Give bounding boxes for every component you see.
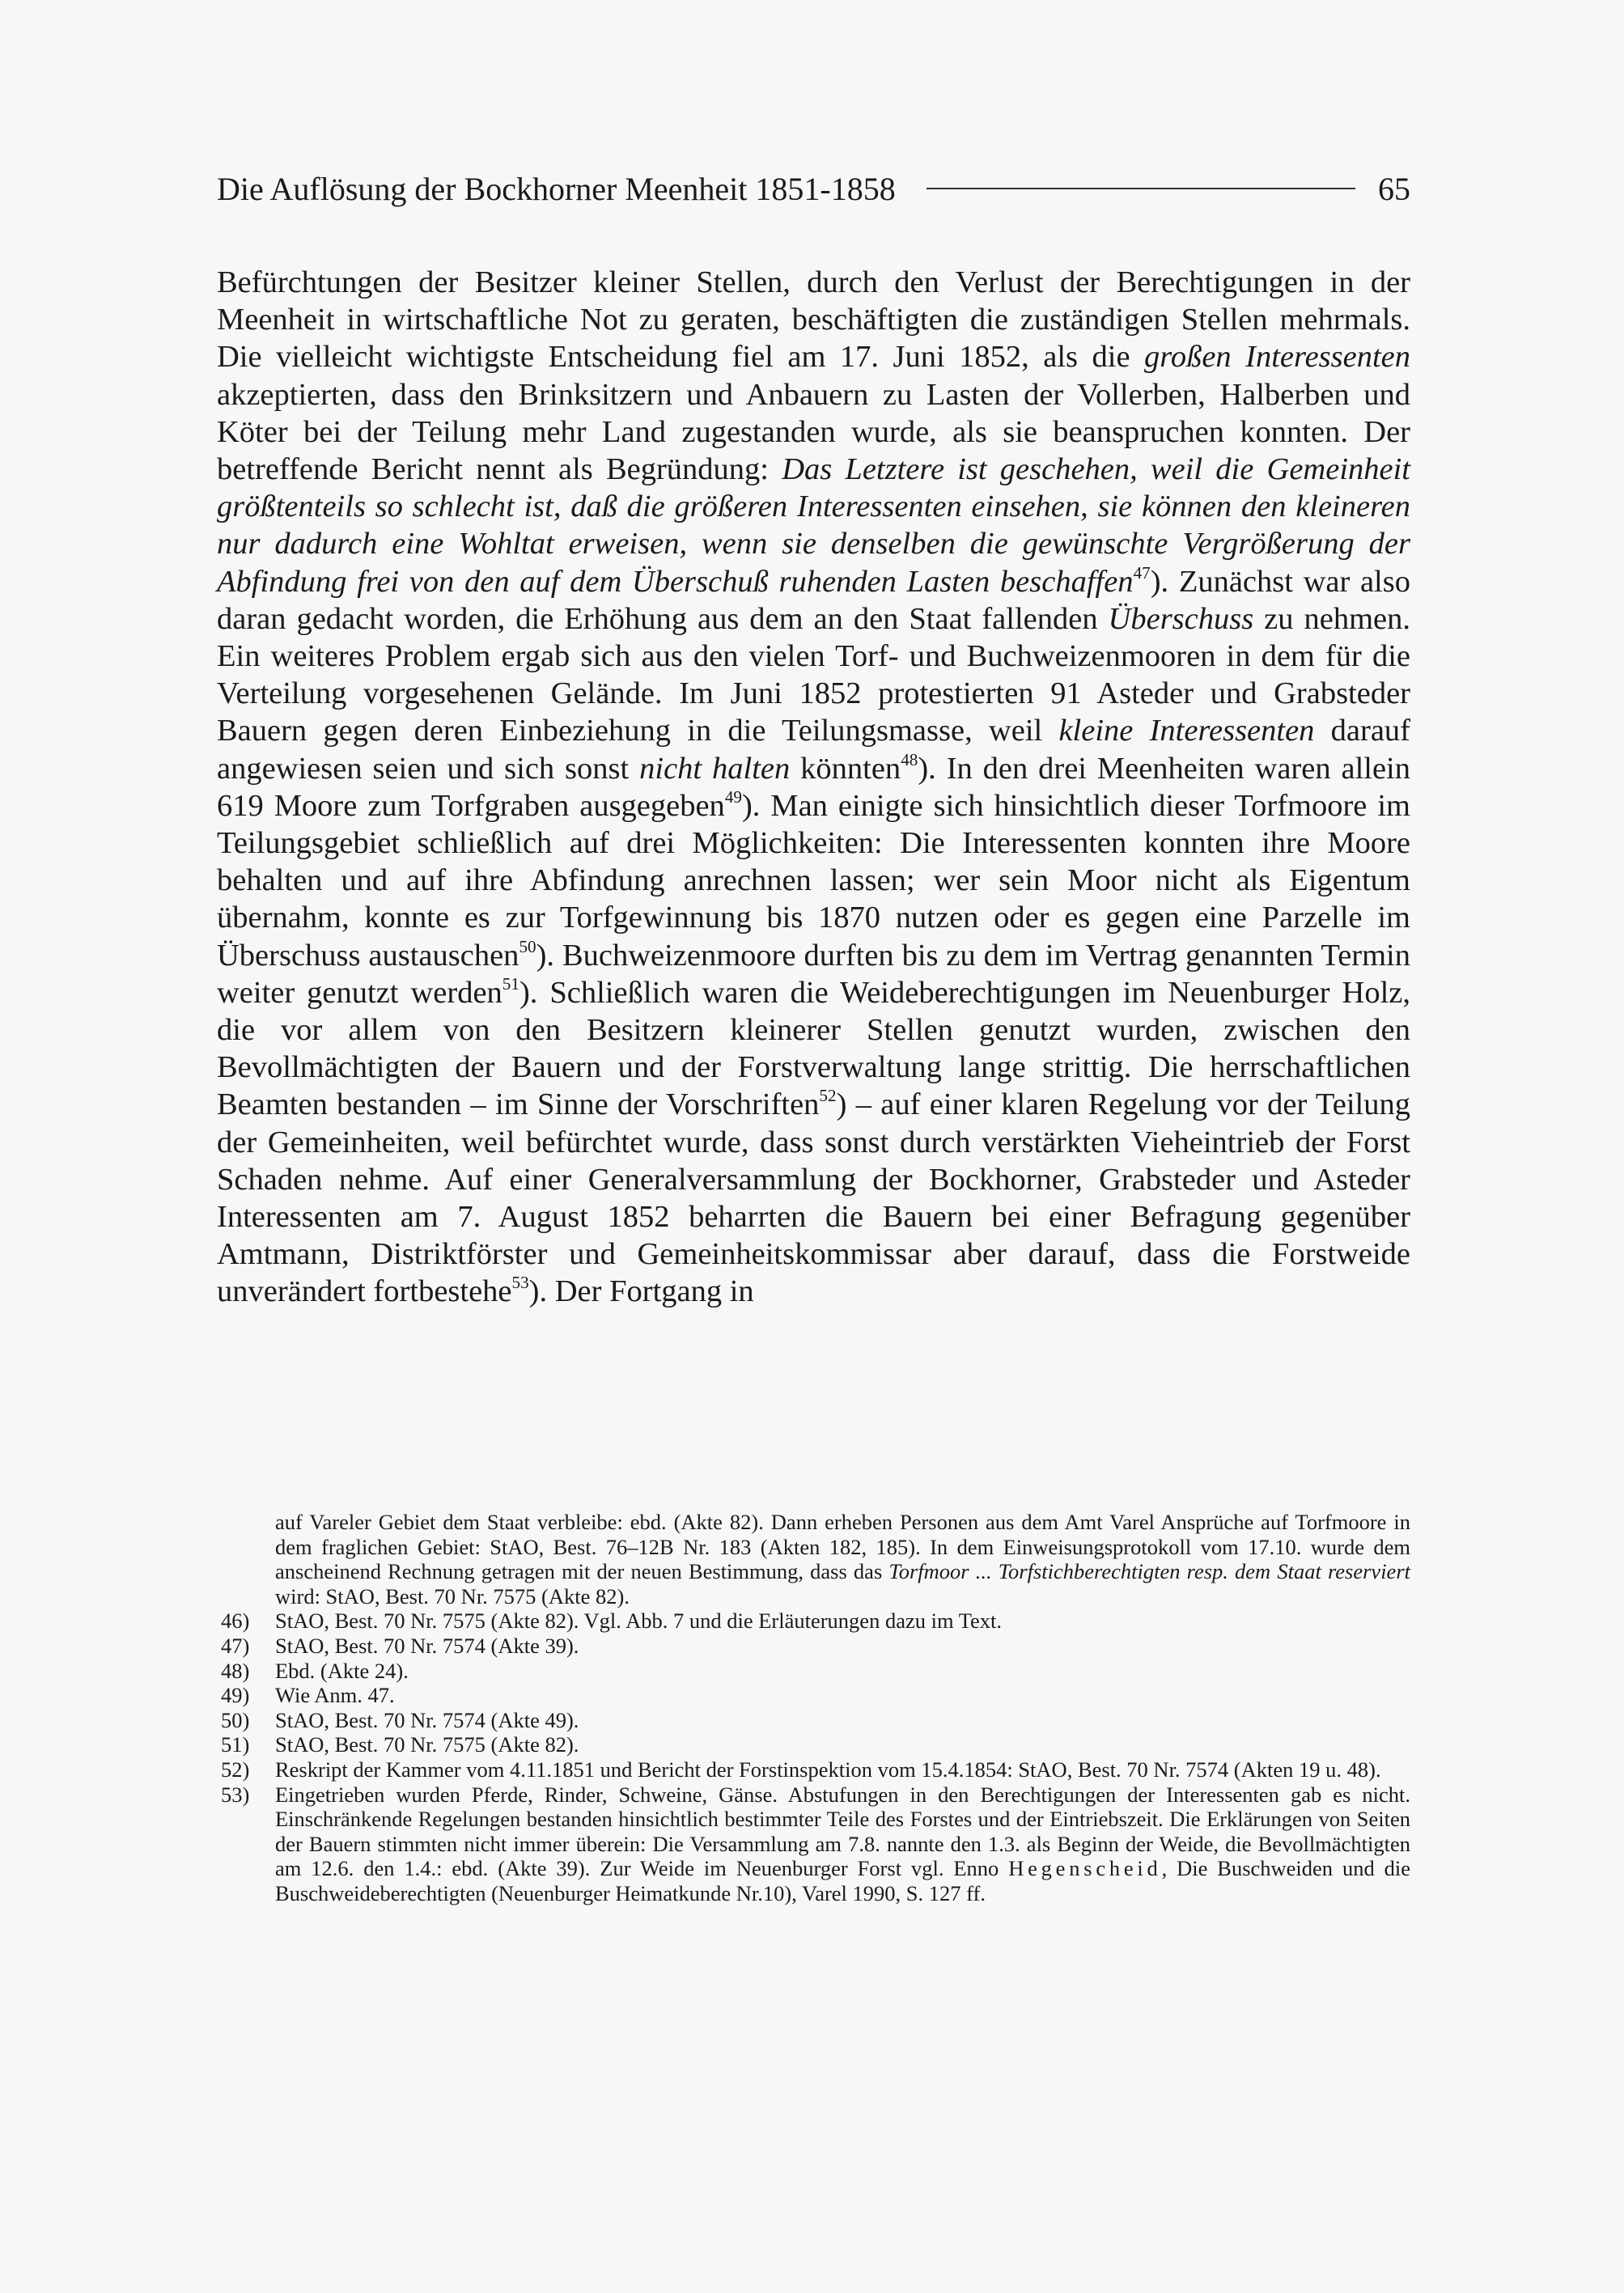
text-span: Befürchtungen der Besitzer kleiner Stellen, durch den Verlust der Berechtigungen in der Meenheit in wirtschaftliche Not zu geraten, beschäftigten die zuständigen Stellen mehrmals. Die vielleicht wichtigste Entscheidung fiel am 17. Juni 1852, als die [217,265,1410,375]
footnote-49 [221,1683,1410,1708]
footnote-ref-47: 47 [1133,562,1151,583]
text-span: akzeptierten, dass den Brinksitzern und Anbauern zu Lasten der Vollerben, Halberben und Köter bei der Teilung mehr Land zugestanden wurde, als sie beanspruchen konnten. Der betreffende Bericht nennt als Begründung: [217,377,1410,487]
footnote-ref-52: 52 [819,1086,837,1106]
italic-quote: Das Letztere ist geschehen, weil die Gemeinheit größtenteils so schlecht ist, daß die größeren Interessenten einsehen, sie können den kleineren nur dadurch eine Wohltat erweisen, wenn sie denselben die gewünschte Vergrößerung der Abfindung frei von den auf dem Überschuß ruhenden Lasten beschaffen [217,452,1410,599]
running-head [217,168,1410,209]
page-number: 65 [1378,170,1410,207]
footnote-number: 51) [221,1732,250,1757]
footnote-text: StAO, Best. 70 Nr. 7574 (Akte 49). [275,1707,579,1732]
text-span: auf Vareler Gebiet dem Staat verbleibe: ebd. (Akte 82). Dann erheben Personen aus dem Amt Varel Ansprüche auf Torfmoore in dem fraglichen Gebiet: StAO, Best. 76–12B Nr. 183 (Akten 182, 185). In dem Einweisungsprotokoll vom 17.10. wurde dem anscheinend Rechnung getragen mit der neuen Bestimmung, dass das [275,1510,1410,1584]
footnote-53 [221,1782,1410,1906]
italic-quote: Überschuss [1108,601,1254,636]
footnote-48 [221,1659,1410,1684]
italic-quote: Torfmoor ... Torfstichberechtigten resp. dem Staat reserviert [888,1559,1410,1584]
text-span: Eingetrieben wurden Pferde, Rinder, Schweine, Gänse. Abstufungen in den Berechtigungen der Interessenten gab es nicht. Einschränkende Regelungen bestanden hinsichtlich bestimmter Teile des Forstes und der Eintriebszeit. Die Erklärungen von Seiten der Bauern stimmten nicht immer überein: Die Versammlung am 7.8. nannte den 1.3. als Beginn der Weide, die Bevollmächtigten am 12.6. den 1.4.: ebd. (Akte 39). Zur Weide im Neuenburger Forst vgl. Enno [275,1782,1410,1881]
footnote-text: StAO, Best. 70 Nr. 7574 (Akte 39). [275,1633,579,1658]
footnote-ref-49: 49 [724,786,742,807]
footnote-text: Ebd. (Akte 24). [275,1658,409,1683]
footnote-text: Reskript der Kammer vom 4.11.1851 und Bericht der Forstinspektion vom 15.4.1854: StAO, Best. 70 Nr. 7574 (Akten 19 u. 48). [275,1757,1381,1782]
author-name: Hegenscheid [1008,1856,1162,1881]
footnote-52 [221,1757,1410,1782]
footnote-number: 46) [221,1608,250,1634]
text-span: darauf angewiesen seien und sich sonst [217,714,1410,786]
footnote-ref-50: 50 [519,936,536,956]
footnote-ref-51: 51 [502,973,519,994]
text-span: ). In den drei Meenheiten waren allein 619 Moore zum Torfgraben ausgegeben [217,751,1410,823]
footnote-text: Wie Anm. 47. [275,1683,395,1708]
italic-quote: großen Interessenten [1144,340,1410,375]
footnote-text: StAO, Best. 70 Nr. 7575 (Akte 82). Vgl. Abb. 7 und die Erläuterungen dazu im Text. [275,1608,1003,1634]
running-head-title: Die Auflösung der Bockhorner Meenheit 1851-1858 [217,170,896,207]
footnote-50 [221,1708,1410,1733]
text-span: ). Man einigte sich hinsichtlich dieser Torfmoore im Teilungsgebiet schließlich auf drei Möglichkeiten: Die Interessenten konnten ihre Moore behalten und auf ihre Abfindung anrechnen lassen; wer sein Moor nicht als Eigentum übernahm, konnte es zur Torfgewinnung bis 1870 nutzen oder es gegen eine Parzelle im Überschuss austauschen [217,788,1410,973]
footnote-number: 53) [221,1782,250,1807]
footnote-continuation [275,1510,1410,1608]
text-span: ) – auf einer klaren Regelung vor der Teilung der Gemeinheiten, weil befürchtet wurde, dass sonst durch verstärkten Vieheintrieb der Forst Schaden nehme. Auf einer Generalversammlung der Bockhorner, Grabsteder und Asteder Interessenten am 7. August 1852 beharrten die Bauern bei einer Befragung gegenüber Amtmann, Distriktförster und Gemeinheitskommissar aber darauf, dass die Forstweide unverändert fortbestehe [217,1087,1410,1309]
footnote-number: 49) [221,1683,250,1708]
text-span: ). Der Fortgang in [528,1274,754,1309]
footnote-text: StAO, Best. 70 Nr. 7575 (Akte 82). [275,1732,579,1757]
text-span: zu nehmen. Ein weiteres Problem ergab sich aus den vielen Torf- und Buchweizenmooren in dem für die Verteilung vorgesehenen Gelände. Im Juni 1852 protestierten 91 Asteder und Grabsteder Bauern gegen deren Einbeziehung in die Teilungsmasse, weil [217,601,1410,748]
main-text [217,264,1410,1311]
text-span: ). Schließlich waren die Weideberechtigungen im Neuenburger Holz, die vor allem von den Besitzern kleinerer Stellen genutzt wurden, zwischen den Bevollmächtigten der Bauern und der Forstverwaltung lange strittig. Die herrschaftlichen Beamten bestanden – im Sinne der Vorschriften [217,975,1410,1122]
footnote-ref-48: 48 [901,749,918,769]
footnote-number: 48) [221,1658,250,1683]
italic-quote: nicht halten [639,751,791,786]
footnote-ref-53: 53 [511,1273,529,1293]
footnotes [221,1510,1410,1906]
text-span: , Die Buschweiden und die Buschweideberechtigten (Neuenburger Heimatkunde Nr.10), Varel 1990, S. 127 ff. [275,1856,1410,1905]
body-paragraph [217,264,1410,1311]
footnote-number: 47) [221,1633,250,1658]
text-span: wird: StAO, Best. 70 Nr. 7575 (Akte 82). [275,1583,630,1608]
footnote-46 [221,1608,1410,1634]
text-span: ). Buchweizenmoore durften bis zu dem im Vertrag genannten Termin weiter genutzt werden [217,938,1410,1010]
footnote-number: 50) [221,1707,250,1732]
text-span: könnten [790,751,901,786]
footnote-51 [221,1732,1410,1757]
italic-quote: kleine Interessenten [1058,714,1315,748]
footnote-47 [221,1634,1410,1659]
footnote-number: 52) [221,1757,250,1782]
footnote-text [275,1782,1410,1906]
text-span: ). Zunächst war also daran gedacht worden, die Erhöhung aus dem an den Staat fallenden [217,564,1410,636]
header-rule [926,188,1355,189]
